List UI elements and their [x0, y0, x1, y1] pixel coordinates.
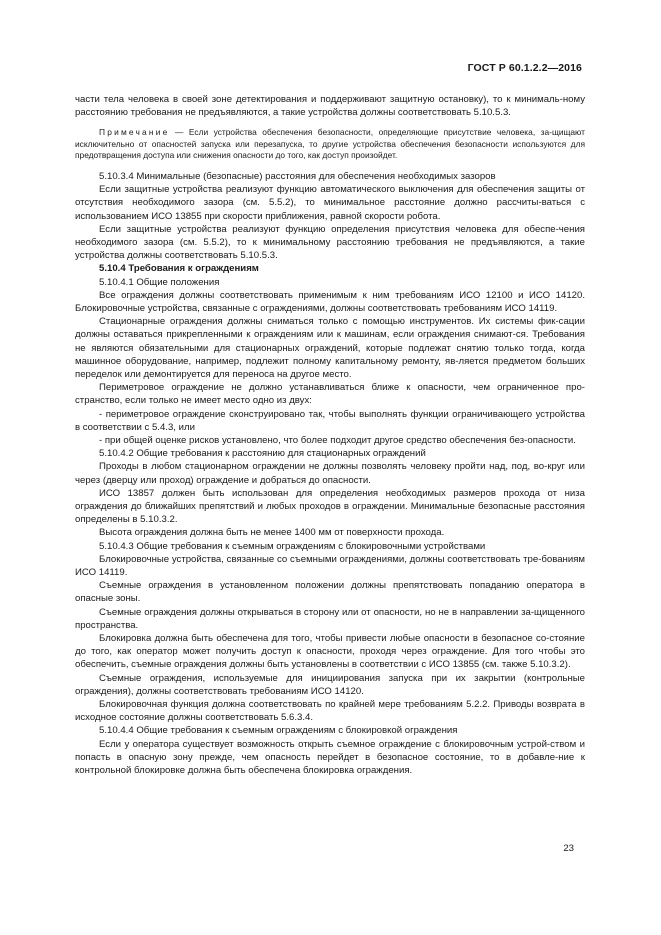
note-label: Примечание [99, 127, 170, 138]
paragraph: Если защитные устройства реализуют функцию автоматического выключения для обеспечения защиты от отсутствия необходимого зазора (см. 5.5.2), то минимальное расстояние должно рассчиты-ваться с использованием ИСО 13855 при скорости приближения, равной скорости робота. [75, 184, 585, 222]
paragraph: части тела человека в своей зоне детектирования и поддерживают защитную остановку), то к минималь-ному расстоянию требования не предъявляются, а такие устройства должны соответствовать 5.10.5.3. [75, 94, 585, 119]
paragraph: Блокировочная функция должна соответствовать по крайней мере требованиям 5.2.2. Приводы возврата в исходное состояние должны соответствовать 5.6.3.4. [75, 699, 585, 724]
paragraph: Проходы в любом стационарном ограждении не должны позволять человеку пройти над, под, во-круг или через (дверцу или проход) ограждение и добраться до опасности. [75, 461, 585, 486]
paragraph: Блокировка должна быть обеспечена для того, чтобы привести любые опасности в безопасное со-стояние до того, как оператор может получить доступ к опасности, проходя через ограждение. Для того чтобы это обеспечить, съемные ограждения должны быть установлены в соответствии с ИСО 13855 (см. также 5.10.3.2). [75, 633, 585, 671]
list-item: - при общей оценке рисков установлено, что более подходит другое средство обеспечения без-опасности. [99, 434, 576, 446]
paragraph: Блокировочные устройства, связанные со съемными ограждениями, должны соответствовать тре-бованиям ИСО 14119. [75, 553, 585, 578]
page-body [75, 93, 585, 777]
note [75, 127, 585, 162]
paragraph: ИСО 13857 должен быть использован для определения необходимых размеров прохода от низа ограждения до ближайших препятствий и любых проходов в ограждении. Минимальные безопасные расстояния определены в 5.10.3.2. [75, 487, 585, 526]
paragraph: Если у оператора существует возможность открыть съемное ограждение с блокировочным устрой-ством и попасть в опасную зону прежде, чем опасность перейдет в безопасное состояние, то в добавле-ние к контрольной блокировке должна быть обеспечена блокировка ограждения. [75, 738, 585, 777]
paragraph: Если защитные устройства реализуют функцию определения присутствия человека для обеспе-чения необходимого зазора (см. 5.5.2), то к минимальному расстоянию требования не предъявляются, а такие устройства должны соответствовать 5.10.5.3. [75, 223, 585, 262]
list-item: - периметровое ограждение сконструировано так, чтобы выполнять функции ограничивающего устройства в соответствии с 5.4.3, или [75, 408, 585, 433]
standard-header: ГОСТ Р 60.1.2.2—2016 [467, 62, 582, 74]
section-heading: 5.10.4.4 Общие требования к съемным ограждениям с блокировкой ограждения [99, 725, 458, 737]
paragraph: Съемные ограждения в установленном положении должны препятствовать попаданию оператора в опасные зоны. [75, 580, 585, 605]
section-heading-bold: 5.10.4 Требования к ограждениям [99, 263, 259, 275]
section-heading: 5.10.3.4 Минимальные (безопасные) расстояния для обеспечения необходимых зазоров [99, 170, 496, 182]
paragraph: Все ограждения должны соответствовать применимым к ним требованиям ИСО 12100 и ИСО 14120. Блокировочные устройства, связанные с ограждениями, должны соответствовать требованиям ИСО 14119. [75, 289, 585, 314]
page-number: 23 [563, 843, 574, 854]
paragraph: Съемные ограждения, используемые для инициирования запуска при их закрытии (контрольные ограждения), должны соответствовать требованиям ИСО 14120. [75, 672, 585, 697]
section-heading: 5.10.4.1 Общие положения [99, 276, 220, 288]
paragraph: Высота ограждения должна быть не менее 1400 мм от поверхности прохода. [99, 527, 445, 539]
paragraph: Периметровое ограждение не должно устанавливаться ближе к опасности, чем ограниченное про-странство, если только не имеет место одно из двух: [75, 382, 585, 407]
note-text: — Если устройства обеспечения безопасности, определяющие присутствие человека, за-щищают исключительно от опасностей запуска или перезапуска, то другие устройства обеспечения безопасности используются для предотвращения доступа или снижения опасности до того, как доступ произойдет. [75, 127, 585, 161]
paragraph: Стационарные ограждения должны сниматься только с помощью инструментов. Их системы фик-сации должны оставаться прикрепленными к ограждениям или к машинам, если ограждения снимают-ся. Требования не являются обязательными для стационарных ограждений, которые подлежат снятию только тогда, когда машинное оборудование, например, подлежит полному капитальному ремонту, яв-ляется предметом больших переделок или демонтируется для переноса на другое место. [75, 316, 585, 380]
paragraph: Съемные ограждения должны открываться в сторону или от опасности, но не в направлении за-щищенного пространства. [75, 606, 585, 631]
section-heading: 5.10.4.3 Общие требования к съемным ограждениям с блокировочными устройствами [99, 540, 486, 552]
section-heading: 5.10.4.2 Общие требования к расстоянию для стационарных ограждений [99, 448, 426, 460]
